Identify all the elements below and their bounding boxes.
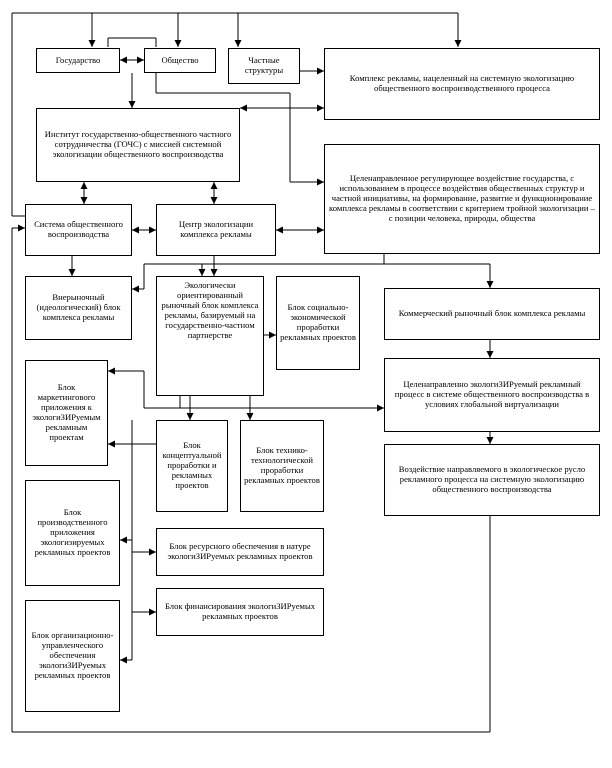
node-label: Блок маркетингового приложения к экологиЗИРуемым рекламным проектам — [32, 382, 101, 442]
node-blok-socialno — [276, 276, 360, 370]
node-label: Целенаправленно экологиЗИРуемый рекламный процесс в системе общественного воспроизводства в условиях глобальной виртуализации — [394, 379, 590, 409]
node-institut-gchs — [36, 108, 240, 182]
node-label: Блок организационно-управленческого обеспечения экологиЗИРуемых рекламных проектов — [31, 630, 114, 680]
node-label: Общество — [161, 54, 199, 65]
node-label: Коммерческий рыночный блок комплекса рекламы — [398, 308, 586, 319]
node-blok-proizvodstvennogo — [25, 480, 120, 586]
node-label: Частные структуры — [244, 55, 284, 75]
node-blok-organizacionno — [25, 600, 120, 712]
node-vozdejstvie — [384, 444, 600, 516]
node-label: Целенаправленное регулирующее воздействие государства, с использованием в процессе воздействия общественных структур и частной инициативы, на формирование, развитие и функционирование комплекса рекламы в соответствии с критерием тройной экологизации – с позиции человека, природы, общества — [329, 173, 595, 223]
node-obshchestvo — [144, 48, 216, 73]
node-celenapravlenno-ekologiziruemyj — [384, 358, 600, 432]
node-label: Блок концептуальной проработки и рекламных проектов — [162, 440, 222, 490]
node-label: Экологически ориентированный рыночный блок комплекса рекламы, базируемый на государственно-частном партнерстве — [161, 280, 259, 340]
node-label: Блок производственного приложения экологизируемых рекламных проектов — [34, 507, 111, 557]
node-label: Воздействие направляемого в экологическое русло рекламного процесса на системную экологизацию общественного воспроизводства — [398, 464, 586, 494]
node-label: Институт государственно-общественного частного сотрудничества (ГОЧС) с миссией системной экологизации общественного воспроизводства — [44, 129, 232, 159]
node-celenapravlennoe — [324, 144, 600, 254]
node-label: Блок финансирования экологиЗИРуемых рекламных проектов — [164, 601, 316, 621]
node-label: Система общественного воспроизводства — [34, 219, 123, 239]
node-vnerynochnyj — [25, 276, 132, 340]
node-sistema-vosproizvodstva — [25, 204, 132, 256]
node-chastnye — [228, 48, 300, 84]
node-label: Внерыночный (идеологический) блок комплекса рекламы — [36, 292, 121, 322]
node-label: Центр экологизации комплекса рекламы — [178, 219, 254, 239]
node-blok-resursnogo — [156, 528, 324, 576]
node-kompleks-reklamy — [324, 48, 600, 120]
node-label: Блок технико-технологической проработки рекламных проектов — [244, 445, 320, 485]
node-ekologicheski-orientirovannyj — [156, 276, 264, 396]
node-label: Комплекс рекламы, нацеленный на системную экологизацию общественного воспроизводственного процесса — [349, 73, 575, 93]
node-gosudarstvo — [36, 48, 120, 73]
node-blok-tehniko — [240, 420, 324, 512]
node-blok-finansirovaniya — [156, 588, 324, 636]
node-kommercheskij — [384, 288, 600, 340]
node-blok-marketingovogo — [25, 360, 108, 466]
node-label: Блок социально-экономической проработки рекламных проектов — [280, 302, 356, 342]
node-centr-ekologizacii — [156, 204, 276, 256]
node-label: Государство — [55, 54, 101, 65]
node-blok-konceptualnoj — [156, 420, 228, 512]
node-label: Блок ресурсного обеспечения в натуре экологиЗИРуемых рекламных проектов — [167, 541, 313, 561]
